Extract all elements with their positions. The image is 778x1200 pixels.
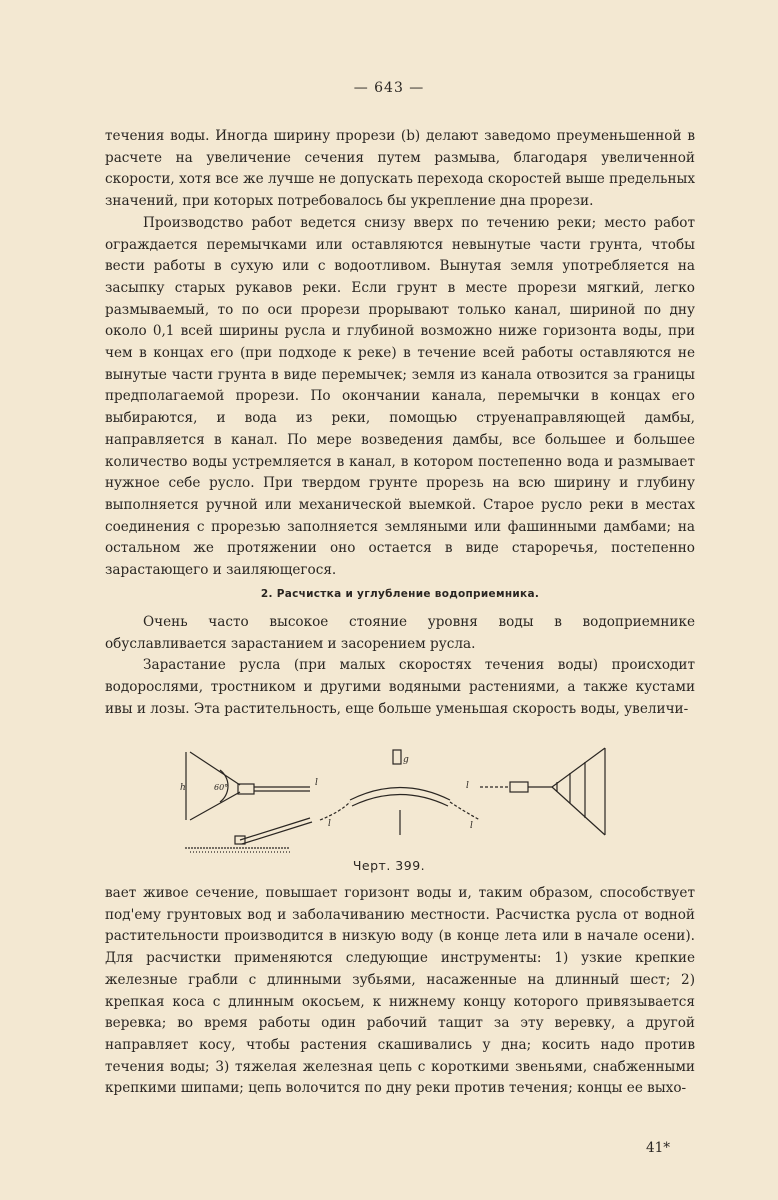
arrow-label: l: [315, 778, 318, 788]
section-heading: 2. Расчистка и углубление водоприемника.: [260, 588, 540, 600]
text-block-top: [105, 126, 695, 582]
angle-label: 60°: [214, 783, 229, 792]
paragraph: Очень часто высокое стояние уровня воды в водоприемнике обуславливается зарастанием и засорением русла.: [105, 614, 695, 652]
height-label: h: [180, 783, 186, 793]
text-block-bottom: [105, 883, 695, 1100]
signature-mark: 41*: [646, 1140, 671, 1156]
rope-left: [320, 802, 350, 820]
figure-drawing: [180, 740, 620, 870]
paragraph: вает живое сечение, повышает горизонт воды и, таким образом, способствует под'ему грунтовых вод и заболачиванию местности. Расчистка русла от водной растительности производится в низкую воду (в конце лета или в начале осени). Для расчистки применяются следующие инструменты: 1) узкие крепкие железные грабли с длинными зубьями, насаженные на длинный шест; 2) крепкая коса с длинным окосьем, к нижнему концу которого привязывается веревка; во время работы один рабочий тащит за эту веревку, а другой направляет косу, чтобы растения скашивались у дна; косить надо против течения воды; 3) тяжелая железная цепь с короткими звеньями, снабженными крепкими шипами; цепь волочится по дну реки против течения; концы ее выхо-: [105, 885, 695, 1097]
arrow-label: l: [328, 819, 331, 829]
drag-block: [510, 782, 528, 792]
rake-clamp: [238, 784, 254, 794]
paragraph: Зарастание русла (при малых скоростях течения воды) происходит водорослями, тростником и другими водяными растениями, а также кустами ивы и лозы. Эта растительность, еще больше уменьшая скорость воды, увеличи-: [105, 657, 695, 717]
frame-side-upper: [552, 748, 605, 787]
paragraph: Производство работ ведется снизу вверх по течению реки; место работ ограждается перемычками или оставляются невынутые части грунта, чтобы вести работы в сухую или с водоотливом. Вынутая земля употребляется на засыпку старых рукавов реки. Если грунт в месте прорези мягкий, легко размываемый, то по оси прорези прорывают только канал, шириной по дну около 0,1 всей ширины русла и глубиной возможно ниже горизонта воды, при чем в концах его (при подходе к реке) в течение всей работы оставляются не вынутые части грунта в виде перемычек; земля из канала отвозится за границы предполагаемой прорези. По окончании канала, перемычки в концах его выбираются, и вода из реки, помощью струенаправляющей дамбы, направляется в канал. По мере возведения дамбы, все большее и большее количество воды устремляется в канал, в котором постепенно вода и размывает нужное себе русло. При твердом грунте прорезь на всю ширину и глубину выполняется ручной или механической выемкой. Старое русло реки в местах соединения с прорезью заполняется земляными или фашинными дамбами; на остальном же протяжении оно остается в виде староречья, постепенно зарастающего и заиляющегося.: [105, 214, 695, 579]
rope-right: [450, 802, 480, 820]
page-number: — 643 —: [353, 80, 425, 96]
arrow-label: l: [470, 821, 473, 831]
weight-label: g: [403, 755, 409, 765]
paragraph: течения воды. Иногда ширину прорези (b) делают заведомо преуменьшенной в расчете на увеличение сечения путем размыва, благодаря увеличенной скорости, хотя все же лучше не допускать перехода скоростей выше предельных значений, при которых потребовалось бы укрепление дна прорези.: [105, 128, 695, 210]
rake-arm-lower: [190, 792, 240, 820]
scythe-blade-outer: [350, 788, 450, 801]
rake-shaft-side-2: [242, 822, 312, 844]
figure-399: [180, 740, 620, 870]
arrow-label: l: [466, 781, 469, 791]
frame-side-lower: [552, 787, 605, 835]
figure-caption: Черт. 399.: [352, 858, 426, 873]
rake-arm-upper: [190, 752, 240, 785]
rake-shaft-side: [240, 818, 310, 840]
weight-box: [393, 750, 401, 764]
text-block-middle: [105, 612, 695, 721]
scythe-blade-inner: [352, 795, 448, 807]
